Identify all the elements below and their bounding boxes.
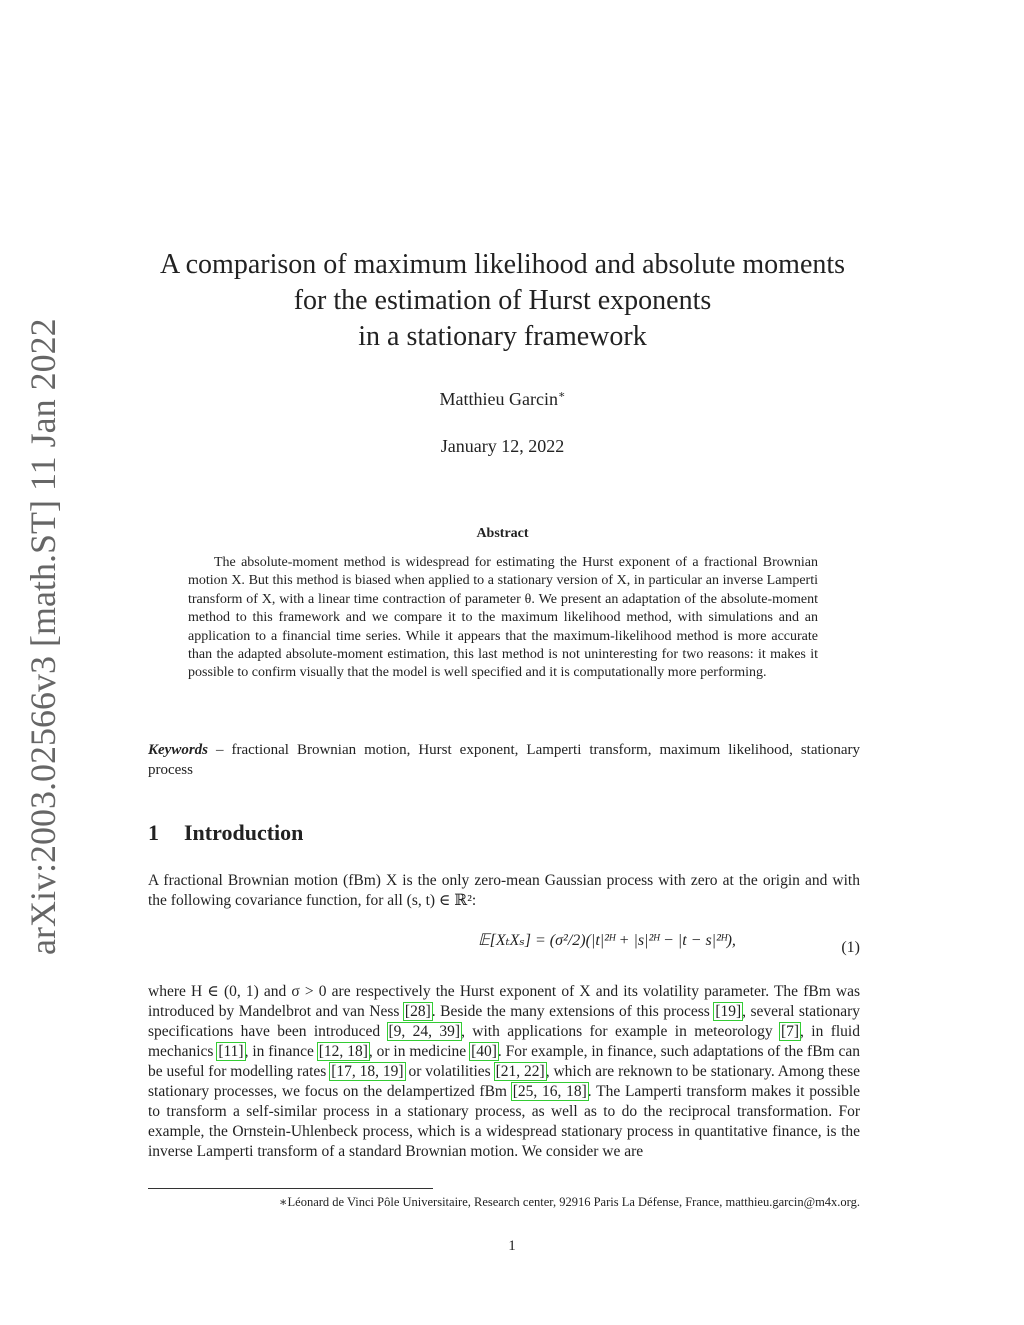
text-span: , which are reknown to be stationary. Among these stationary processes, we focus on the delampertized fBm [148,1063,860,1100]
section-title: Introduction [184,820,304,845]
keywords [148,740,860,780]
citation-link[interactable]: [17, 18, 19] [331,1063,404,1080]
citation-link[interactable]: [21, 22] [495,1063,545,1080]
text-span: , with applications for example in meteorology [461,1023,780,1040]
text-span: . For example, in finance, such adaptations of the fBm can be useful for modelling rates [148,1043,860,1080]
equation-1 [148,922,860,974]
section-number: 1 [148,820,159,845]
text-span: , in finance [244,1043,318,1060]
text-span: , several stationary specifications have been introduced [148,1003,860,1040]
title-line-1: A comparison of maximum likelihood and absolute moments [159,249,846,280]
text-span: . Beside the many extensions of this process [431,1003,715,1020]
keywords-label: Keywords [148,742,208,758]
author-name: Matthieu Garcin [439,389,558,409]
title-line-3: in a stationary framework [358,321,647,352]
text-span: , or in medicine [368,1043,471,1060]
citation-link[interactable]: [25, 16, 18] [512,1083,587,1100]
date: January 12, 2022 [440,436,565,456]
title-line-2: for the estimation of Hurst exponents [293,285,712,316]
text-span: , in fluid mechanics [148,1023,860,1060]
page-number: 1 [508,1238,516,1254]
footnote-rule [148,1188,433,1189]
equation-number: (1) [841,939,860,956]
footnote: ∗Léonard de Vinci Pôle Universitaire, Research center, 92916 Paris La Défense, France, matthieu.garcin@m4x.org. [279,1195,860,1209]
arxiv-stamp [18,318,68,955]
citation-link[interactable]: [40] [471,1043,497,1060]
equation-body: 𝔼[XₜXₛ] = (σ²/2)(|t|²ᴴ + |s|²ᴴ − |t − s|²ᴴ), [478,932,736,949]
citation-link[interactable]: [19] [715,1003,742,1020]
text-span: . The Lamperti transform makes it possible to transform a self-similar process in a stationary process, as well as to do the reciprocal transformation. For example, the Ornstein-Uhlenbeck process, which is a widespread stationary process in quantitative finance, is the inverse Lamperti transform of a standard Brownian motion. We consider we are [148,1083,861,1160]
abstract-heading: Abstract [476,526,529,541]
arxiv-stamp-text: arXiv:2003.02566v3 [math.ST] 11 Jan 2022 [23,318,63,955]
author [140,388,865,410]
intro-paragraph: A fractional Brownian motion (fBm) X is the only zero-mean Gaussian process with zero at the origin and with the following covariance function, for all (s, t) ∈ ℝ²: [148,872,860,909]
keywords-text: – fractional Brownian motion, Hurst exponent, Lamperti transform, maximum likelihood, stationary process [148,742,860,778]
citation-link[interactable]: [9, 24, 39] [388,1023,461,1040]
citation-link[interactable]: [11] [218,1043,244,1060]
citation-link[interactable]: [12, 18] [318,1043,368,1060]
paper-title [140,247,865,355]
author-footnote-mark[interactable]: ∗ [557,389,566,401]
citation-link[interactable]: [7] [780,1023,800,1040]
text-span: where H ∈ (0, 1) and σ > 0 are respectively the Hurst exponent of X and its volatility parameter. The fBm was introduced by Mandelbrot and van Ness [148,983,860,1020]
text-span: or volatilities [404,1063,495,1080]
citation-link[interactable]: [28] [404,1003,431,1020]
section-heading [148,820,303,846]
abstract-text: The absolute-moment method is widespread for estimating the Hurst exponent of a fractional Brownian motion X. But this method is biased when applied to a stationary version of X, in particular an inverse Lamperti transform of X, with a linear time contraction of parameter θ. We present an adaptation of the absolute-moment method to this framework and we compare it to the maximum likelihood method, with simulations and an application to a financial time series. While it appears that the maximum-likelihood method is more accurate than the adapted absolute-moment estimation, this last method is not uninteresting for two reasons: it makes it possible to confirm visually that the model is well specified and it is computationally more performing. [188,555,818,681]
body-paragraph [148,982,860,1162]
